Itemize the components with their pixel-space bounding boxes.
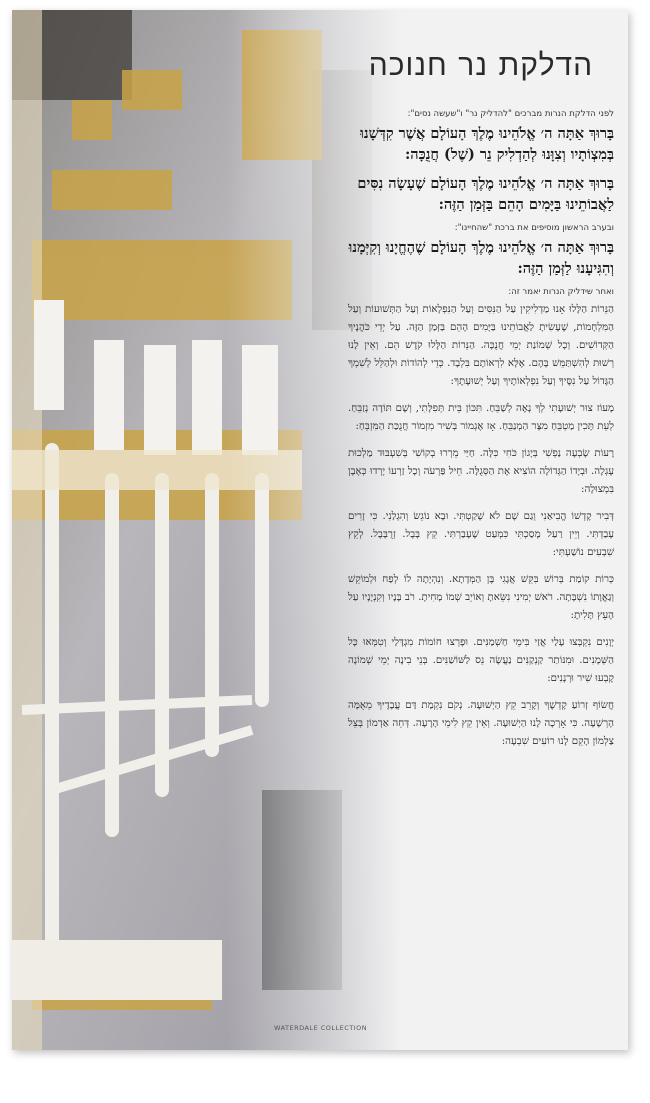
intro-candle-blessings: לפני הדלקת הנרות מברכים "להדליק נר" ו"שעשה נסים": bbox=[407, 109, 614, 119]
blessing-lehadlik: בָּרוּךְ אַתָּה ה׳ אֱלֹהֵינוּ מֶלֶךְ הָעוֹלָם אֲשֶׁר קִדְּשָׁנוּ בְּמִצְוֹתָיו וְצִוָּנוּ לְהַדְלִיק נֵר (שֶׁל) חֲנֻכָּה: bbox=[360, 125, 614, 163]
intro-after-lighting: ואחר שידליק הנרות יאמר זה: bbox=[508, 287, 614, 297]
maoz-tzur-stanza-2: רָעוֹת שָׂבְעָה נַפְשִׁי בְּיָגוֹן כֹּחִי כִּלָּה. חַיַּי מֵרְרוּ בְקוֹשִׁי בְּשִׁעְבּוּד מַלְכוּת עֶגְלָה. וּבְיָדוֹ הַגְּדוֹלָה הוֹצִיא אֶת הַסְּגֻלָּה. חֵיל פַּרְעֹה וְכָל זַרְעוֹ יָרְדוּ כְּאֶבֶן בִּמְצוּלָה: bbox=[348, 448, 614, 495]
maoz-tzur-stanza-4: כְּרוֹת קוֹמַת בְּרוֹשׁ בִּקֵּשׁ אֲגָגִי בֶּן הַמְּדָתָא. וְנִהְיָתָה לוֹ לְפַח וּלְמוֹקֵשׁ וְגַאֲוָתוֹ נִשְׁבָּתָה. רֹאשׁ יְמִינִי נִשֵּׂאתָ וְאוֹיֵב שְׁמוֹ מָחִיתָ. רֹב בָּנָיו וְקִנְיָנָיו עַל הָעֵץ תָּלִיתָ: bbox=[348, 574, 614, 621]
collection-credit: WATERDALE COLLECTION bbox=[274, 1024, 368, 1032]
maoz-tzur-stanza-3: דְּבִיר קָדְשׁוֹ הֱבִיאַנִי וְגַם שָׁם לֹא שָׁקַטְתִּי. וּבָא נוֹגֵשׂ וְהִגְלַנִי. כִּי זָרִים עָבַדְתִּי. וְיֵין רַעַל מָסַכְתִּי כִּמְעַט שֶׁעָבַרְתִּי. קֵץ בָּבֶל. זְרֻבָּבֶל. לְקֵץ שִׁבְעִים נוֹשַׁעְתִּי: bbox=[348, 511, 614, 558]
hanerot-halalu: הַנֵּרוֹת הַלָּלוּ אָנוּ מַדְלִיקִין עַל הַנִּסִּים וְעַל הַנִּפְלָאוֹת וְעַל הַתְּשׁוּעוֹת וְעַל הַמִּלְחָמוֹת, שֶׁעָשִׂיתָ לַאֲבוֹתֵינוּ בַּיָּמִים הָהֵם בַּזְּמַן הַזֶּה. עַל יְדֵי כֹּהֲנֶיךָ הַקְּדוֹשִׁים. וְכָל שְׁמוֹנַת יְמֵי חֲנֻכָּה. הַנֵּרוֹת הַלָּלוּ קֹדֶשׁ הֵם. וְאֵין לָנוּ רְשׁוּת לְהִשְׁתַּמֵּשׁ בָּהֶם. אֶלָּא לִרְאוֹתָם בִּלְבָד. כְּדֵי לְהוֹדוֹת וּלְהַלֵּל לְשִׁמְךָ הַגָּדוֹל עַל נִסֶּיךָ וְעַל נִפְלְאוֹתֶיךָ וְעַל יְשׁוּעָתֶךָ: bbox=[348, 304, 614, 387]
maoz-tzur-stanza-6: חֲשׂוֹף זְרוֹעַ קָדְשֶׁךָ וְקָרֵב קֵץ הַיְשׁוּעָה. נְקֹם נִקְמַת דַּם עֲבָדֶיךָ מֵאֻמָּה הָרְשָׁעָה. כִּי אָרְכָה לָנוּ הַיְשׁוּעָה. וְאֵין קֵץ לִימֵי הָרָעָה. דְּחֵה אַדְמוֹן בְּצֵל צַלְמוֹן הָקֵם לָנוּ רוֹעִים שִׁבְעָה: bbox=[348, 700, 614, 747]
page-title: הדלקת נר חנוכה bbox=[368, 48, 594, 83]
maoz-tzur-stanza-5: יְוָנִים נִקְבְּצוּ עָלַי אֲזַי בִּימֵי חַשְׁמַנִּים. וּפָרְצוּ חוֹמוֹת מִגְדָּלַי וְטִמְּאוּ כָּל הַשְּׁמָנִים. וּמִנּוֹתַר קַנְקַנִּים נַעֲשָׂה נֵס לַשּׁוֹשַׁנִּים. בְּנֵי בִינָה יְמֵי שְׁמוֹנָה קָבְעוּ שִׁיר וּרְנָנִים: bbox=[348, 637, 614, 684]
intro-first-night: ובערב הראשון מוסיפים את ברכת "שהחיינו": bbox=[454, 223, 614, 233]
blessing-sheasa-nisim: בָּרוּךְ אַתָּה ה׳ אֱלֹהֵינוּ מֶלֶךְ הָעוֹלָם שֶׁעָשָׂה נִסִּים לַאֲבוֹתֵינוּ בַּיָּמִים הָהֵם בַּזְּמַן הַזֶּה: bbox=[357, 175, 614, 213]
canvas-print bbox=[12, 10, 628, 1050]
blessing-shehecheyanu: בָּרוּךְ אַתָּה ה׳ אֱלֹהֵינוּ מֶלֶךְ הָעוֹלָם שֶׁהֶחֱיָנוּ וְקִיְּמָנוּ וְהִגִּיעָנוּ לַזְּמַן הַזֶּה: bbox=[348, 239, 614, 277]
maoz-tzur-stanza-1: מָעוֹז צוּר יְשׁוּעָתִי לְךָ נָאֶה לְשַׁבֵּחַ. תִּכּוֹן בֵּית תְּפִלָּתִי, וְשָׁם תּוֹדָה נְזַבֵּחַ. לְעֵת תָּכִין מַטְבֵּחַ מִצָּר הַמְנַבֵּחַ. אָז אֶגְמוֹר בְּשִׁיר מִזְמוֹר חֲנֻכַּת הַמִּזְבֵּחַ: bbox=[348, 403, 614, 432]
text-panel bbox=[342, 10, 628, 1050]
